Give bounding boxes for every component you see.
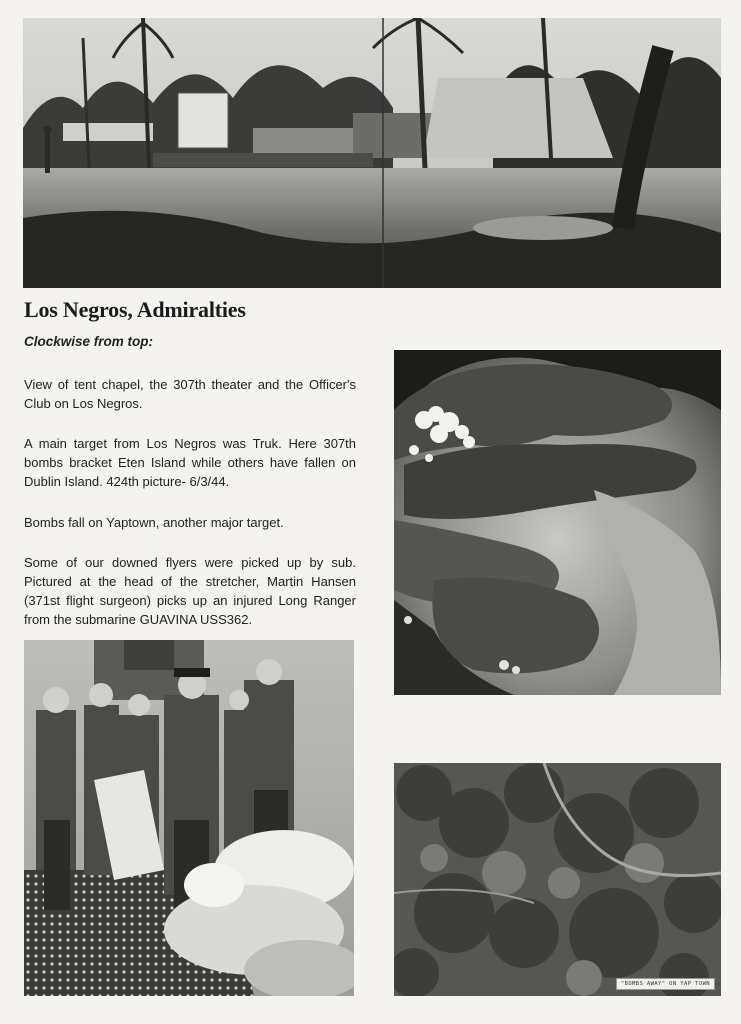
caption-truk: A main target from Los Negros was Truk. Here 307th bombs bracket Eten Island while others have fallen on Dublin Island. 424th picture- 6/3/44. (24, 436, 356, 489)
caption-yaptown: Bombs fall on Yaptown, another major target. (24, 515, 284, 530)
camp-photo (23, 18, 721, 288)
yaptown-photo-label: "BOMBS AWAY" ON YAP TOWN (616, 978, 715, 990)
caption-chapel: View of tent chapel, the 307th theater and the Officer's Club on Los Negros. (24, 377, 356, 411)
page-subtitle: Clockwise from top: (24, 334, 154, 349)
caption-submarine: Some of our downed flyers were picked up by sub. Pictured at the head of the stretcher, Martin Hansen (371st flight surgeon) picks up an injured Long Ranger from the submarine GUAVINA USS362. (24, 555, 356, 627)
submarine-rescue-photo (24, 640, 354, 996)
aerial-island-photo (394, 350, 721, 695)
page-title: Los Negros, Admiralties (24, 297, 246, 322)
yaptown-aerial-photo (394, 763, 721, 996)
